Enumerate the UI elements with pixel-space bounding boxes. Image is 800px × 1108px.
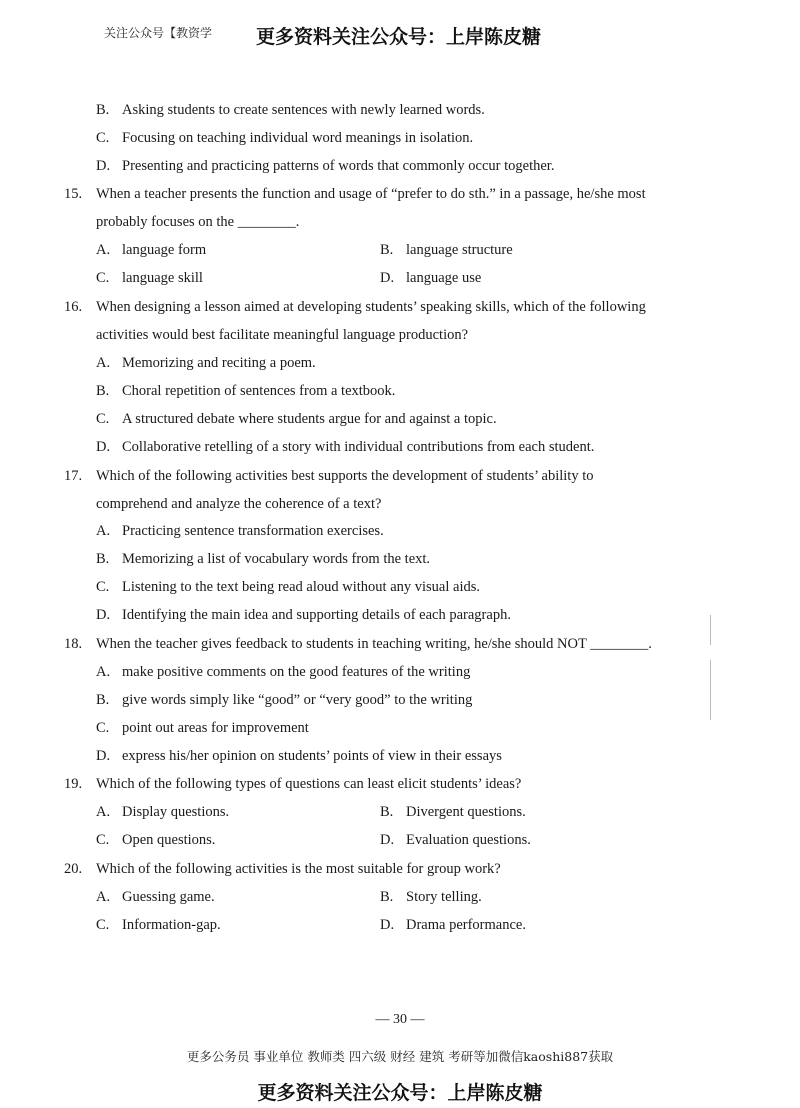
- q16-option-a: A. Memorizing and reciting a poem.: [96, 355, 316, 371]
- q18-option-d: D. express his/her opinion on students’ points of view in their essays: [96, 748, 502, 764]
- q19-option-a: A. Display questions.: [96, 804, 230, 820]
- q17-option-a: A. Practicing sentence transformation exercises.: [96, 523, 384, 539]
- q16-number: 16.: [64, 299, 83, 315]
- q18-option-a: A. make positive comments on the good features of the writing: [96, 664, 471, 680]
- q17-option-c: C. Listening to the text being read aloud without any visual aids.: [96, 579, 480, 595]
- q20-option-b: B. Story telling.: [380, 889, 482, 905]
- q19-option-d: D. Evaluation questions.: [380, 832, 531, 848]
- q19-stem-line1: Which of the following types of questions can least elicit students’ ideas?: [96, 776, 522, 792]
- q14-option-c: C. Focusing on teaching individual word meanings in isolation.: [96, 130, 474, 146]
- q15-option-d: D. language use: [380, 270, 482, 286]
- q16-stem-line2: activities would best facilitate meaningful language production?: [96, 327, 469, 343]
- q16-stem-line1: When designing a lesson aimed at developing students’ speaking skills, which of the following: [96, 299, 646, 315]
- q18-number: 18.: [64, 636, 83, 652]
- q19-option-c: C. Open questions.: [96, 832, 216, 848]
- q15-stem-line1: When a teacher presents the function and usage of “prefer to do sth.” in a passage, he/she most: [96, 186, 646, 202]
- footer-title: 更多资料关注公众号：上岸陈皮糖: [257, 1082, 543, 1104]
- q15-option-a: A. language form: [96, 242, 207, 258]
- page-number: — 30 —: [375, 1012, 425, 1027]
- q14-option-b: B. Asking students to create sentences with newly learned words.: [96, 102, 485, 118]
- q19-number: 19.: [64, 776, 83, 792]
- q20-option-d: D. Drama performance.: [380, 917, 526, 933]
- q20-stem-line1: Which of the following activities is the most suitable for group work?: [96, 861, 501, 877]
- q17-number: 17.: [64, 468, 83, 484]
- scan-artifact: [710, 660, 711, 720]
- q15-number: 15.: [64, 186, 83, 202]
- q18-option-b: B. give words simply like “good” or “very good” to the writing: [96, 692, 473, 708]
- q15-stem-line2: probably focuses on the ________.: [96, 214, 300, 230]
- footer-advertisement: 更多公务员 事业单位 教师类 四六级 财经 建筑 考研等加微信kaoshi887获取: [186, 1049, 614, 1064]
- q20-option-a: A. Guessing game.: [96, 889, 215, 905]
- q17-option-b: B. Memorizing a list of vocabulary words from the text.: [96, 551, 431, 567]
- header-title: 更多资料关注公众号：上岸陈皮糖: [256, 26, 542, 48]
- q18-option-c: C. point out areas for improvement: [96, 720, 309, 736]
- header-watermark-left: 关注公众号【教资学: [104, 26, 213, 40]
- q20-option-c: C. Information-gap.: [96, 917, 221, 933]
- q19-option-b: B. Divergent questions.: [380, 804, 526, 820]
- q15-option-b: B. language structure: [380, 242, 513, 258]
- q20-number: 20.: [64, 861, 83, 877]
- scan-artifact: [710, 615, 711, 645]
- q16-option-b: B. Choral repetition of sentences from a textbook.: [96, 383, 396, 399]
- q17-stem-line2: comprehend and analyze the coherence of a text?: [96, 496, 382, 512]
- q17-option-d: D. Identifying the main idea and supporting details of each paragraph.: [96, 607, 511, 623]
- q16-option-c: C. A structured debate where students argue for and against a topic.: [96, 411, 497, 427]
- q16-option-d: D. Collaborative retelling of a story with individual contributions from each student.: [96, 439, 595, 455]
- q15-option-c: C. language skill: [96, 270, 203, 286]
- q14-option-d: D. Presenting and practicing patterns of words that commonly occur together.: [96, 158, 555, 174]
- q18-stem-line1: When the teacher gives feedback to students in teaching writing, he/she should NOT ________.: [96, 636, 652, 652]
- q17-stem-line1: Which of the following activities best supports the development of students’ ability to: [96, 468, 594, 484]
